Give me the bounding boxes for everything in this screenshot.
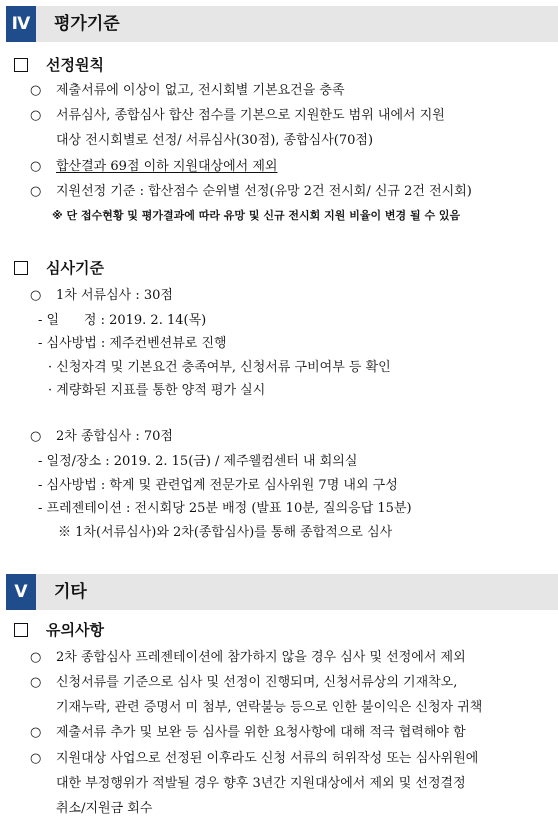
note-line-4: 지원대상 사업으로 선정된 이후라도 신청 서류의 허위작성 또는 심사위원에	[56, 751, 479, 766]
round2-title: 2차 종합심사 : 70점	[56, 429, 173, 444]
criteria-heading: 심사기준	[46, 259, 104, 277]
checkbox-square-icon	[14, 623, 28, 637]
principle-line-2-cont: 대상 전시회별로 선정/ 서류심사(30점), 종합심사(70점)	[56, 133, 374, 148]
checkbox-square-icon	[14, 261, 28, 275]
circle-bullet-icon: ○	[30, 108, 42, 123]
circle-bullet-icon: ○	[30, 83, 42, 98]
section-5-title: 기타	[54, 582, 87, 602]
round1-method: - 심사방법 : 제주컨벤션뷰로 진행	[38, 336, 227, 351]
principle-line-3: 합산결과 69점 이하 지원대상에서 제외	[56, 159, 278, 174]
circle-bullet-icon: ○	[30, 429, 42, 444]
principle-line-2: 서류심사, 종합심사 합산 점수를 기본으로 지원한도 범위 내에서 지원	[56, 108, 445, 123]
round1-detail-2: · 계량화된 지표를 통한 양적 평가 실시	[48, 383, 266, 398]
principle-line-4: 지원선정 기준 : 합산점수 순위별 선정(유망 2건 전시회/ 신규 2건 전시회)	[56, 184, 472, 199]
round2-presentation: - 프레젠테이션 : 전시회당 25분 배정 (발표 10분, 질의응답 15분)	[38, 501, 412, 516]
note-line-1: 2차 종합심사 프레젠테이션에 참가하지 않을 경우 심사 및 선정에서 제외	[56, 650, 466, 665]
section-4-number: Ⅳ	[6, 6, 36, 42]
circle-bullet-icon: ○	[30, 288, 42, 303]
round2-note: ※ 1차(서류심사)와 2차(종합심사)를 통해 종합적으로 심사	[58, 525, 393, 540]
circle-bullet-icon: ○	[30, 650, 42, 665]
round1-title: 1차 서류심사 : 30점	[56, 288, 173, 303]
circle-bullet-icon: ○	[30, 159, 42, 174]
note-line-4-cont-2: 취소/지원금 회수	[56, 801, 153, 816]
section-5-number: Ⅴ	[6, 574, 36, 610]
round2-method: - 심사방법 : 학계 및 관련업계 전문가로 심사위원 7명 내외 구성	[38, 478, 398, 493]
section-4-title: 평가기준	[54, 14, 120, 34]
circle-bullet-icon: ○	[30, 184, 42, 199]
round1-detail-1: · 신청자격 및 기본요건 충족여부, 신청서류 구비여부 등 확인	[48, 360, 391, 375]
round2-schedule: - 일정/장소 : 2019. 2. 15(금) / 제주웰컴센터 내 회의실	[38, 454, 358, 469]
round1-schedule: - 일 정 : 2019. 2. 14(목)	[38, 313, 207, 328]
note-line-4-cont: 대한 부정행위가 적발될 경우 향후 3년간 지원대상에서 제외 및 선정결정	[56, 776, 466, 791]
notes-heading: 유의사항	[46, 621, 104, 639]
principle-line-1: 제출서류에 이상이 없고, 전시회별 기본요건을 충족	[56, 83, 345, 98]
checkbox-square-icon	[14, 58, 28, 72]
note-line-3: 제출서류 추가 및 보완 등 심사를 위한 요청사항에 대해 적극 협력해야 함	[56, 725, 466, 740]
circle-bullet-icon: ○	[30, 725, 42, 740]
circle-bullet-icon: ○	[30, 751, 42, 766]
circle-bullet-icon: ○	[30, 675, 42, 690]
principle-note: ※ 단 접수현황 및 평가결과에 따라 유망 및 신규 전시회 지원 비율이 변경 될 수 있음	[52, 209, 461, 222]
principles-heading: 선정원칙	[46, 56, 104, 74]
section-5-header-bar	[6, 574, 558, 610]
note-line-2-cont: 기재누락, 관련 증명서 미 첨부, 연락불능 등으로 인한 불이익은 신청자 귀책	[56, 700, 483, 715]
note-line-2: 신청서류를 기준으로 심사 및 선정이 진행되며, 신청서류상의 기재착오,	[56, 675, 458, 690]
